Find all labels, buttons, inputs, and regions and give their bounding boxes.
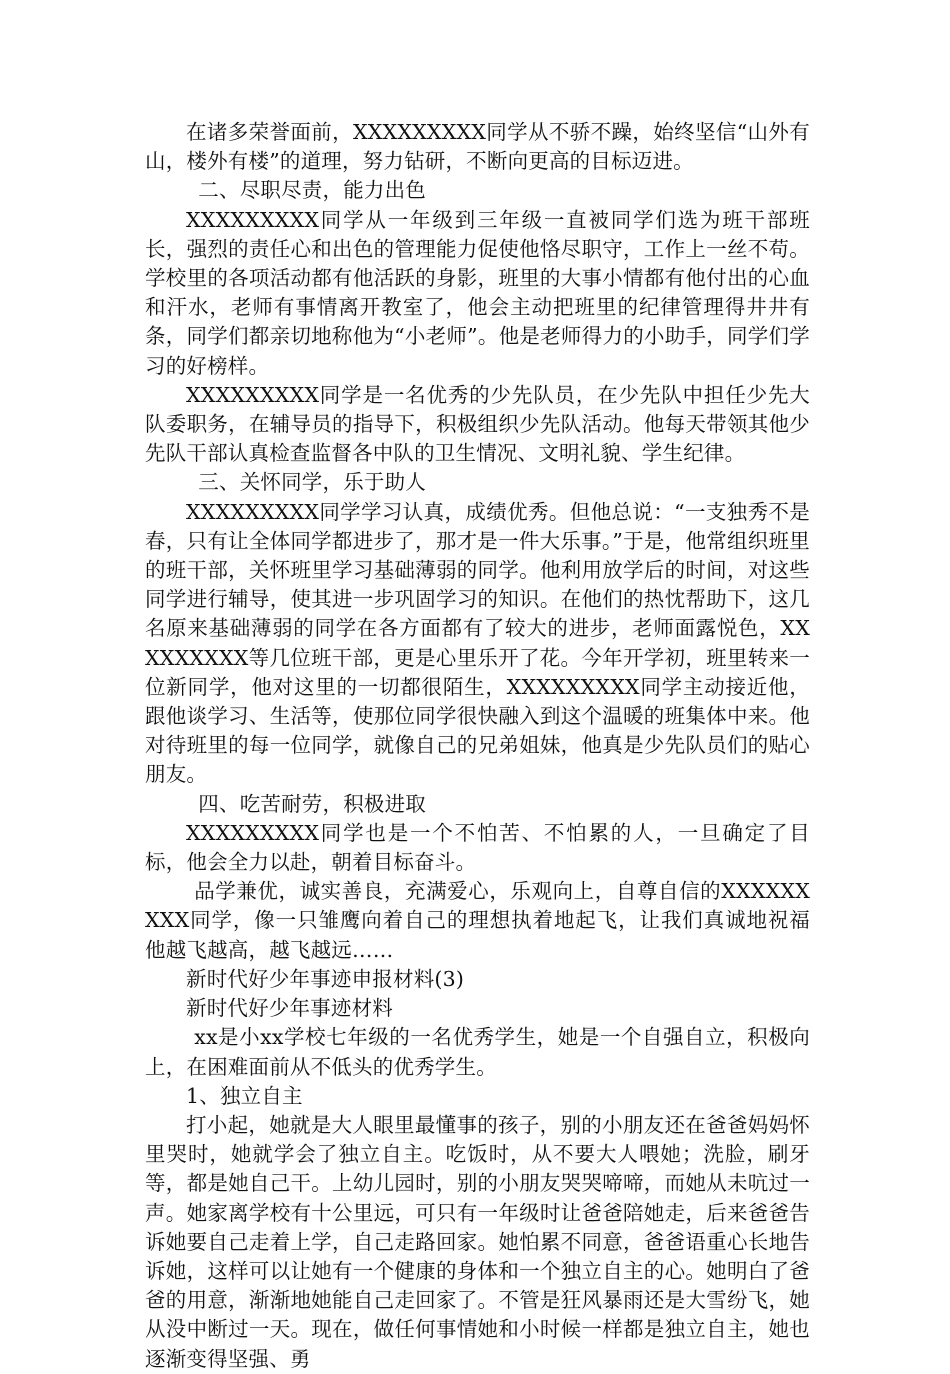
section-heading-3: 三、关怀同学，乐于助人	[198, 470, 426, 495]
paragraph-helping-classmates: XXXXXXXXX同学学习认真，成绩优秀。但他总说：“一支独秀不是春，只有让全体同学都进步了，那才是一件大乐事。”于是，他常组织班里的班干部，关怀班里学习基础薄弱的同学。他利用放学后的时间，对这些同学进行辅导，使其进一步巩固学习的知识。在他们的热忱帮助下，这几名原来基础薄弱的同学在各方面都有了较大的进步，老师面露悦色，XXXXXXXXX等几位班干部，更是心里乐开了花。今年开学初，班里转来一位新同学，他对这里的一切都很陌生，XXXXXXXXX同学主动接近他，跟他谈学习、生活等，使那位同学很快融入到这个温暖的班集体中来。他对待班里的每一位同学，就像自己的兄弟姐妹，他真是少先队员们的贴心朋友。	[145, 499, 810, 787]
paragraph-class-leader: XXXXXXXXX同学从一年级到三年级一直被同学们选为班干部班长，强烈的责任心和出色的管理能力促使他恪尽职守，工作上一丝不苟。学校里的各项活动都有他活跃的身影，班里的大事小情都有他付出的心血和汗水，老师有事情离开教室了，他会主动把班里的纪律管理得井井有条，同学们都亲切地称他为“小老师”。他是老师得力的小助手，同学们学习的好榜样。	[145, 207, 810, 378]
paragraph-independence: 打小起，她就是大人眼里最懂事的孩子，别的小朋友还在爸爸妈妈怀里哭时，她就学会了独立自主。吃饭时，从不要大人喂她；洗脸，刷牙等，都是她自己干。上幼儿园时，别的小朋友哭哭啼啼，而她从未吭过一声。她家离学校有十公里远，可只有一年级时让爸爸陪她走，后来爸爸告诉她要自己走着上学，自己走路回家。她怕累不同意，爸爸语重心长地告诉她，这样可以让她有一个健康的身体和一个独立自主的心。她明白了爸爸的用意，渐渐地她能自己走回家了。不管是狂风暴雨还是大雪纷飞，她从没中断过一天。现在，做任何事情她和小时候一样都是独立自主，她也逐渐变得坚强、勇	[145, 1112, 810, 1371]
paragraph-introduction: xx是小xx学校七年级的一名优秀学生，她是一个自强自立，积极向上，在困难面前从不低头的优秀学生。	[145, 1025, 810, 1079]
paragraph-hardworking: XXXXXXXXX同学也是一个不怕苦、不怕累的人，一旦确定了目标，他会全力以赴，朝着目标奋斗。	[145, 820, 810, 875]
section-heading-4: 四、吃苦耐劳，积极进取	[198, 791, 426, 816]
paragraph-blessing: 品学兼优，诚实善良，充满爱心，乐观向上，自尊自信的XXXXXXXXX同学，像一只雏鹰向着自己的理想执着地起飞，让我们真诚地祝福他越飞越高，越飞越远……	[145, 879, 810, 962]
paragraph-young-pioneer: XXXXXXXXX同学是一名优秀的少先队员，在少先队中担任少先大队委职务，在辅导员的指导下，积极组织少先队活动。他每天带领其他少先队干部认真检查监督各中队的卫生情况、文明礼貌、学生纪律。	[145, 382, 810, 466]
section-heading-2: 二、尽职尽责，能力出色	[198, 178, 426, 203]
material-title-3: 新时代好少年事迹申报材料(3)	[186, 966, 465, 991]
section-heading-independence: 1、独立自主	[186, 1083, 303, 1108]
document-body	[145, 118, 810, 1374]
material-subtitle: 新时代好少年事迹材料	[186, 996, 393, 1021]
paragraph-honors: 在诸多荣誉面前，XXXXXXXXX同学从不骄不躁，始终坚信“山外有山，楼外有楼”的道理，努力钻研，不断向更高的目标迈进。	[145, 120, 810, 174]
